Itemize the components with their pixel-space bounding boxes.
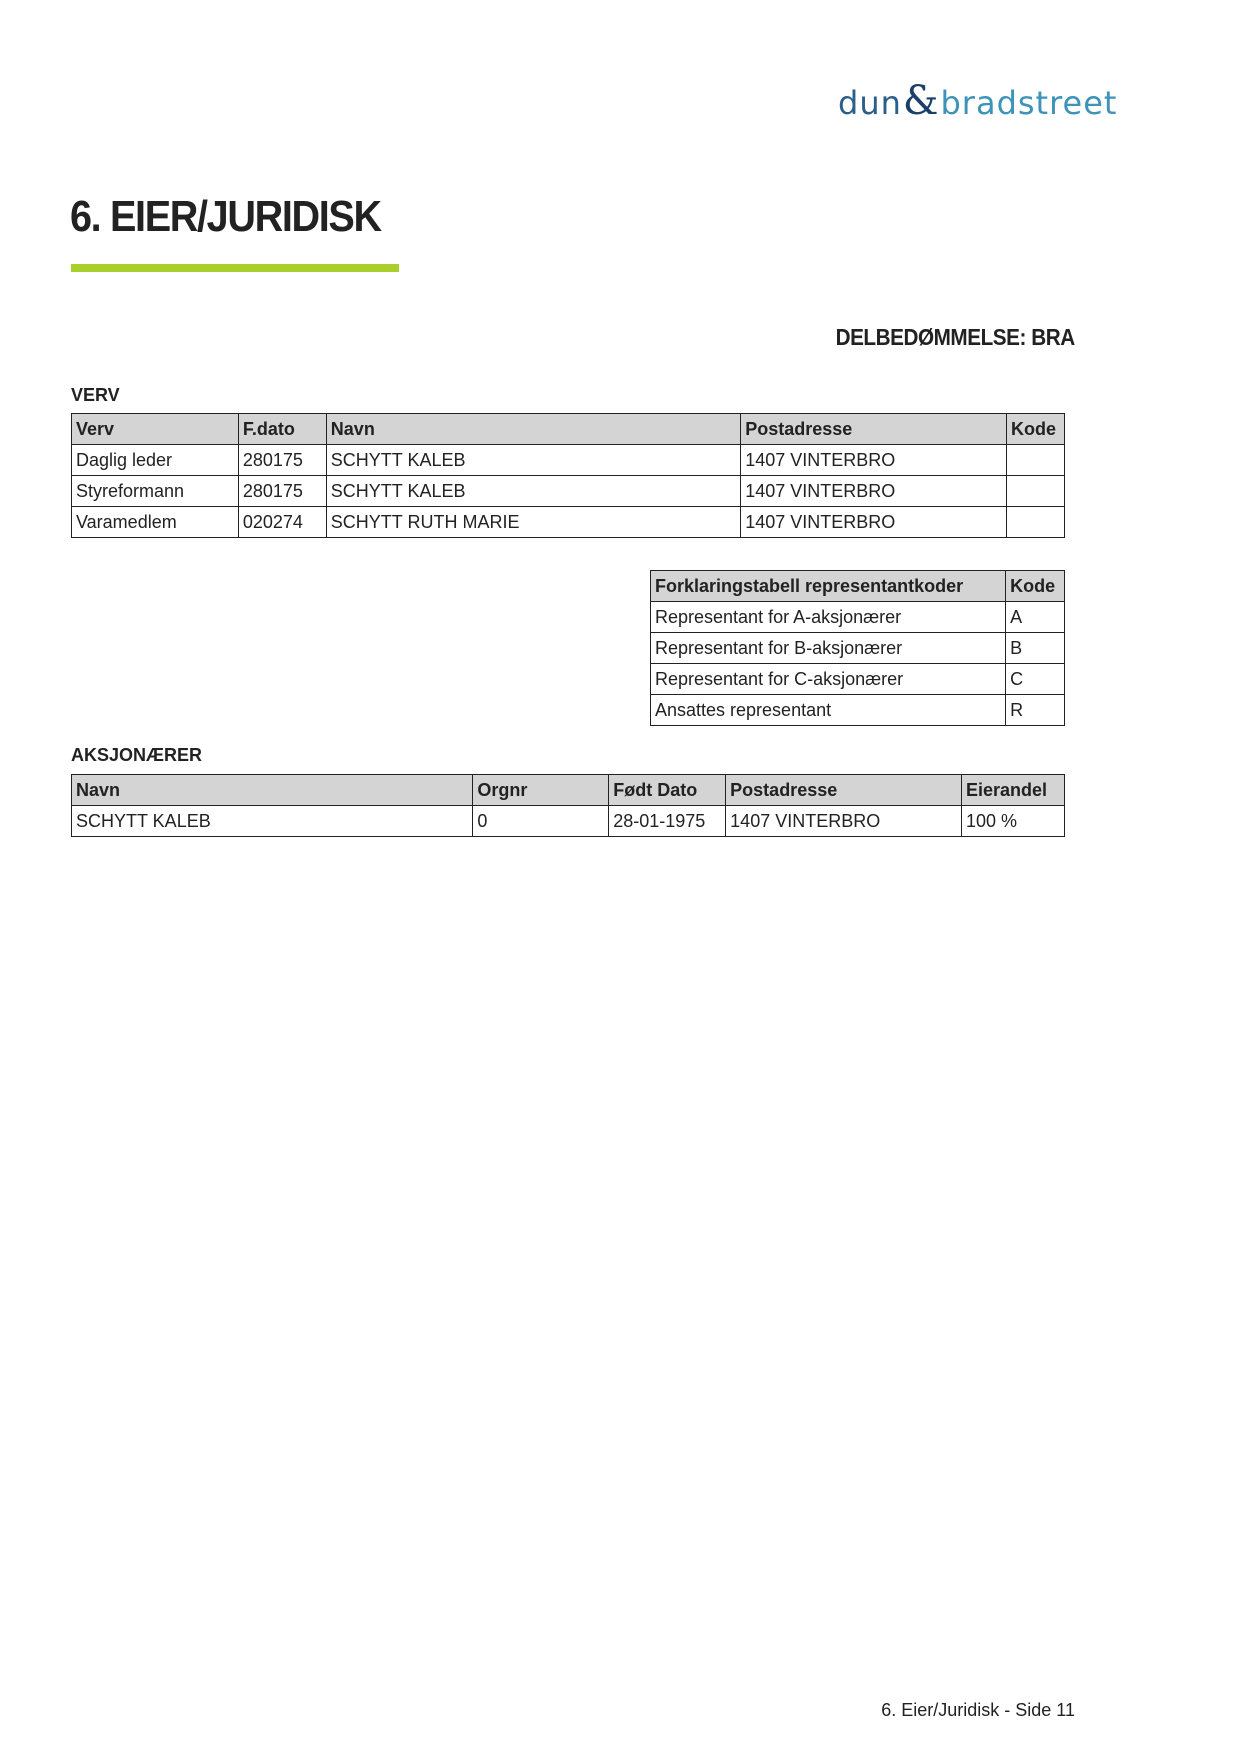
table-header-row <box>72 414 1065 445</box>
column-header: Postadresse <box>726 775 962 806</box>
column-header: Kode <box>1006 571 1065 602</box>
table-row <box>72 507 1065 538</box>
table-cell: Styreformann <box>72 476 239 507</box>
shareholders-table <box>71 774 1065 837</box>
table-header-row <box>651 571 1065 602</box>
table-cell: Representant for A-aksjonærer <box>651 602 1006 633</box>
column-header: Verv <box>72 414 239 445</box>
title-underline <box>71 264 399 272</box>
column-header: Forklaringstabell representantkoder <box>651 571 1006 602</box>
table-cell: 28-01-1975 <box>609 806 726 837</box>
table-cell: Representant for C-aksjonærer <box>651 664 1006 695</box>
table-cell: 280175 <box>238 476 326 507</box>
table-cell: 100 % <box>961 806 1064 837</box>
column-header: Navn <box>326 414 740 445</box>
column-header: Født Dato <box>609 775 726 806</box>
table-cell: C <box>1006 664 1065 695</box>
table-row <box>651 633 1065 664</box>
table-row <box>651 602 1065 633</box>
rating-label: DELBEDØMMELSE: BRA <box>835 324 1075 350</box>
table-row <box>72 476 1065 507</box>
table-cell <box>1006 445 1064 476</box>
table-cell: 280175 <box>238 445 326 476</box>
table-cell: SCHYTT RUTH MARIE <box>326 507 740 538</box>
table-header-row <box>72 775 1065 806</box>
table-row <box>651 664 1065 695</box>
logo-ampersand: & <box>902 78 940 124</box>
verv-table <box>71 413 1065 538</box>
table-cell: B <box>1006 633 1065 664</box>
shareholders-label: AKSJONÆRER <box>71 745 203 765</box>
table-cell: Varamedlem <box>72 507 239 538</box>
table-cell: Daglig leder <box>72 445 239 476</box>
logo-text-dun: dun <box>838 84 902 122</box>
column-header: Eierandel <box>961 775 1064 806</box>
table-row <box>651 695 1065 726</box>
column-header: Kode <box>1006 414 1064 445</box>
verv-label: VERV <box>71 385 120 405</box>
column-header: F.dato <box>238 414 326 445</box>
column-header: Postadresse <box>741 414 1007 445</box>
table-cell: 1407 VINTERBRO <box>726 806 962 837</box>
dun-bradstreet-logo <box>838 78 1118 124</box>
column-header: Orgnr <box>473 775 609 806</box>
table-row <box>72 806 1065 837</box>
table-cell: 0 <box>473 806 609 837</box>
logo-text-bradstreet: bradstreet <box>940 84 1118 122</box>
table-cell: 1407 VINTERBRO <box>741 445 1007 476</box>
table-cell <box>1006 476 1064 507</box>
page-footer: 6. Eier/Juridisk - Side 11 <box>881 1700 1075 1720</box>
table-cell: SCHYTT KALEB <box>326 476 740 507</box>
page-title: 6. EIER/JURIDISK <box>70 192 381 241</box>
table-cell: R <box>1006 695 1065 726</box>
table-cell <box>1006 507 1064 538</box>
table-cell: Representant for B-aksjonærer <box>651 633 1006 664</box>
table-cell: A <box>1006 602 1065 633</box>
table-cell: 1407 VINTERBRO <box>741 476 1007 507</box>
table-cell: Ansattes representant <box>651 695 1006 726</box>
table-cell: SCHYTT KALEB <box>326 445 740 476</box>
table-cell: 020274 <box>238 507 326 538</box>
column-header: Navn <box>72 775 473 806</box>
representative-codes-table <box>650 570 1065 726</box>
table-cell: 1407 VINTERBRO <box>741 507 1007 538</box>
table-row <box>72 445 1065 476</box>
table-cell: SCHYTT KALEB <box>72 806 473 837</box>
